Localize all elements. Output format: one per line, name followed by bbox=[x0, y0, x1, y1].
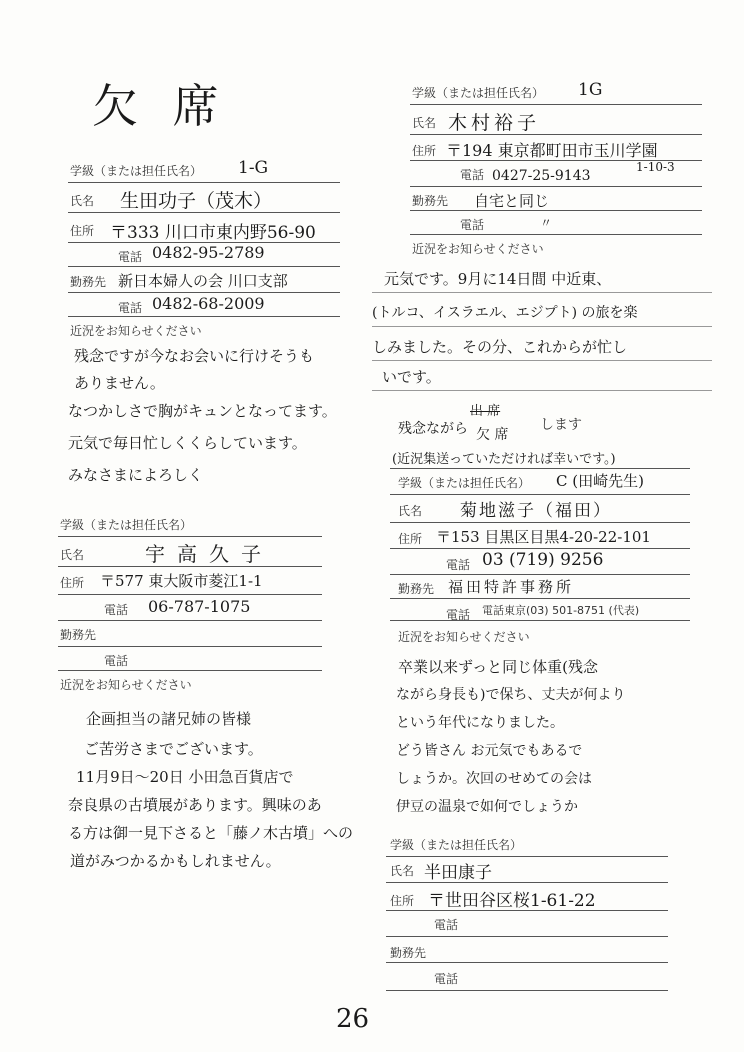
news-line: どう皆さん お元気でもあるで bbox=[396, 743, 583, 759]
news-line: しみました。その分、これからが忙し bbox=[372, 338, 628, 356]
name-value: 宇高久子 bbox=[145, 542, 273, 566]
news-line: (トルコ、イスラエル、エジプト) の旅を楽 bbox=[372, 305, 638, 321]
divider bbox=[410, 104, 702, 105]
work-phone-label: 電話 bbox=[446, 608, 471, 622]
work-value: 自宅と同じ bbox=[474, 192, 550, 210]
news-line: 奈良県の古墳展があります。興味のあ bbox=[68, 796, 322, 814]
remark: (近況集送っていただければ幸いです。) bbox=[392, 452, 616, 467]
address-value: 〒333 川口市東内野56-90 bbox=[110, 223, 316, 243]
address-label: 住所 bbox=[390, 894, 415, 908]
phone-label: 電話 bbox=[434, 918, 459, 932]
phone-label: 電話 bbox=[460, 168, 485, 182]
phone-label: 電話 bbox=[118, 250, 143, 264]
class-label: 学級（または担任氏名） bbox=[60, 518, 193, 532]
work-value: 福田特許事務所 bbox=[448, 578, 575, 596]
divider bbox=[372, 326, 712, 327]
divider bbox=[386, 856, 668, 857]
name-value: 半田康子 bbox=[424, 863, 492, 883]
address-label: 住所 bbox=[412, 144, 437, 158]
divider bbox=[68, 316, 340, 317]
news-label: 近況をお知らせください bbox=[398, 630, 530, 644]
work-phone-label: 電話 bbox=[434, 972, 459, 986]
divider bbox=[386, 910, 668, 911]
page-title: 欠 席 bbox=[92, 79, 229, 133]
news-line: ご苦労さまでございます。 bbox=[84, 740, 263, 758]
work-phone-label: 電話 bbox=[460, 218, 485, 232]
work-phone-value: 0482-68-2009 bbox=[152, 294, 265, 313]
class-label: 学級（または担任氏名） bbox=[412, 86, 545, 100]
divider bbox=[410, 160, 702, 161]
name-label: 氏名 bbox=[390, 864, 415, 878]
news-label: 近況をお知らせください bbox=[70, 324, 202, 338]
work-phone-value: 電話東京(03) 501-8751 (代表) bbox=[482, 604, 640, 617]
divider bbox=[410, 234, 702, 235]
page-number: 26 bbox=[336, 1004, 370, 1034]
work-label: 勤務先 bbox=[70, 275, 107, 289]
class-value: C (田崎先生) bbox=[556, 472, 644, 490]
news-line: という年代になりました。 bbox=[396, 715, 564, 731]
news-line: ながら身長も)で保ち、丈夫が何より bbox=[396, 687, 626, 703]
divider bbox=[58, 536, 322, 537]
divider bbox=[390, 620, 690, 621]
address-label: 住所 bbox=[60, 576, 85, 590]
divider bbox=[58, 566, 322, 567]
news-line: みなさまによろしく bbox=[68, 466, 204, 484]
divider bbox=[390, 548, 690, 549]
work-label: 勤務先 bbox=[60, 628, 97, 642]
news-label: 近況をお知らせください bbox=[412, 242, 544, 256]
class-label: 学級（または担任氏名） bbox=[398, 476, 531, 490]
class-label: 学級（または担任氏名） bbox=[70, 164, 203, 178]
work-label: 勤務先 bbox=[398, 582, 435, 596]
news-line: なつかしさで胸がキュンとなってます。 bbox=[68, 402, 337, 420]
work-value: 新日本婦人の会 川口支部 bbox=[118, 272, 288, 290]
absent-mark: 欠 席 bbox=[476, 427, 509, 443]
name-value: 菊地滋子（福田） bbox=[460, 501, 612, 521]
name-value: 木村裕子 bbox=[448, 112, 541, 134]
address-value-2: 1-10-3 bbox=[636, 160, 675, 174]
name-label: 氏名 bbox=[70, 194, 95, 208]
name-value: 生田功子（茂木） bbox=[120, 190, 273, 212]
news-line: 元気です。9月に14日間 中近東、 bbox=[384, 270, 612, 288]
attendance-suffix: します bbox=[540, 417, 582, 433]
absent-note: 残念ながら bbox=[398, 421, 468, 437]
address-value: 〒世田谷区桜1-61-22 bbox=[428, 891, 596, 911]
address-value: 〒577 東大阪市菱江1-1 bbox=[100, 572, 263, 590]
news-line: 伊豆の温泉で如何でしょうか bbox=[396, 799, 578, 815]
divider bbox=[58, 620, 322, 621]
address-label: 住所 bbox=[398, 532, 423, 546]
work-label: 勤務先 bbox=[390, 946, 427, 960]
divider bbox=[372, 360, 712, 361]
divider bbox=[386, 882, 668, 883]
divider bbox=[68, 212, 340, 213]
divider bbox=[390, 598, 690, 599]
divider bbox=[68, 182, 340, 183]
divider bbox=[58, 594, 322, 595]
divider bbox=[386, 990, 668, 991]
divider bbox=[372, 390, 712, 391]
phone-label: 電話 bbox=[104, 603, 129, 617]
name-label: 氏名 bbox=[60, 548, 85, 562]
divider bbox=[410, 186, 702, 187]
news-line: 元気で毎日忙しくくらしています。 bbox=[68, 434, 307, 452]
work-label: 勤務先 bbox=[412, 194, 449, 208]
divider bbox=[386, 962, 668, 963]
class-value: 1G bbox=[578, 80, 603, 100]
divider bbox=[68, 292, 340, 293]
work-phone-label: 電話 bbox=[118, 301, 143, 315]
phone-value: 0482-95-2789 bbox=[152, 243, 265, 262]
phone-label: 電話 bbox=[446, 558, 471, 572]
phone-value: 03 (719) 9256 bbox=[482, 550, 604, 570]
attend-struck: 出 席 bbox=[470, 404, 501, 419]
class-value: 1-G bbox=[238, 158, 269, 178]
name-label: 氏名 bbox=[398, 504, 423, 518]
divider bbox=[386, 936, 668, 937]
divider bbox=[58, 646, 322, 647]
address-label: 住所 bbox=[70, 224, 95, 238]
news-line: 卒業以来ずっと同じ体重(残念 bbox=[398, 658, 598, 676]
phone-value: 06-787-1075 bbox=[148, 597, 251, 616]
news-line: いです。 bbox=[382, 368, 441, 386]
news-line: 企画担当の諸兄姉の皆様 bbox=[86, 710, 252, 728]
divider bbox=[410, 210, 702, 211]
divider bbox=[390, 522, 690, 523]
address-value: 〒153 目黒区目黒4-20-22-101 bbox=[436, 528, 651, 546]
divider bbox=[58, 670, 322, 671]
work-phone-label: 電話 bbox=[104, 654, 129, 668]
news-line: 11月9日〜20日 小田急百貨店で bbox=[76, 768, 294, 786]
divider bbox=[390, 574, 690, 575]
news-line: ありません。 bbox=[74, 374, 165, 392]
news-label: 近況をお知らせください bbox=[60, 678, 192, 692]
news-line: る方は御一見下さると「藤ノ木古墳」への bbox=[68, 824, 354, 842]
divider bbox=[68, 266, 340, 267]
divider bbox=[390, 494, 690, 495]
address-value: 〒194 東京都町田市玉川学園 bbox=[446, 141, 658, 160]
class-label: 学級（または担任氏名） bbox=[390, 838, 523, 852]
divider bbox=[390, 468, 690, 469]
phone-value: 0427-25-9143 bbox=[492, 168, 591, 184]
divider bbox=[410, 134, 702, 135]
divider bbox=[372, 292, 712, 293]
news-line: しょうか。次回のせめての会は bbox=[396, 771, 592, 787]
news-line: 道がみつかるかもしれません。 bbox=[70, 852, 281, 870]
news-line: 残念ですが今なお会いに行けそうも bbox=[74, 347, 315, 365]
work-phone-value: 〃 bbox=[540, 216, 553, 230]
name-label: 氏名 bbox=[412, 116, 437, 130]
